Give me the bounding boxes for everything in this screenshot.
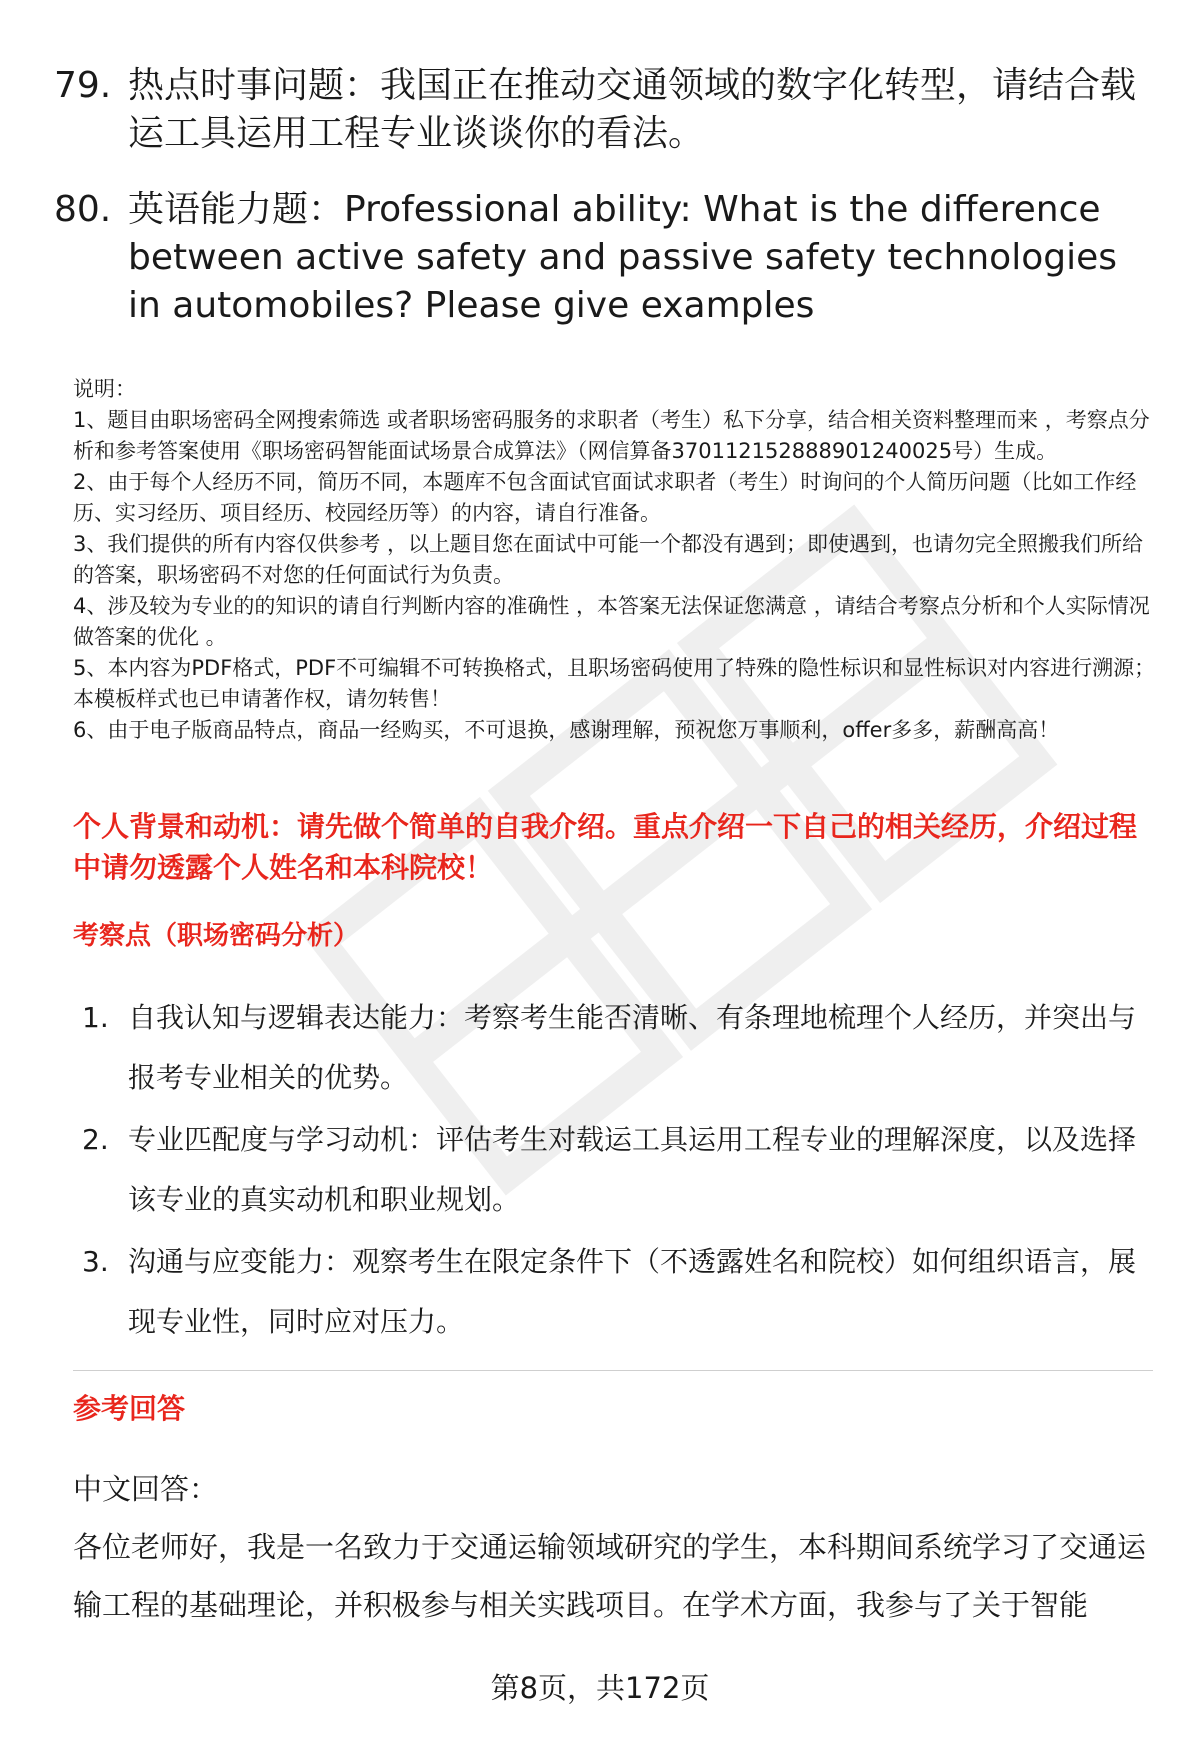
question-number: 80. — [54, 189, 112, 230]
point-number: 2. — [82, 1123, 109, 1156]
question-list — [54, 62, 1144, 358]
question-text: 英语能力题：Professional ability: What is the difference between active safety and passive safety technologies in automobiles? Please give examples — [128, 189, 1117, 326]
notes-title: 说明： — [73, 377, 136, 401]
point-text: 沟通与应变能力：观察考生在限定条件下（不透露姓名和院校）如何组织语言，展现专业性，同时应对压力。 — [128, 1245, 1137, 1338]
question-item — [54, 186, 1144, 330]
analysis-point — [82, 1110, 1152, 1230]
answer-text: 各位老师好，我是一名致力于交通运输领域研究的学生，本科期间系统学习了交通运输工程的基础理论，并积极参与相关实践项目。在学术方面，我参与了关于智能 — [73, 1530, 1147, 1622]
answer-section — [73, 1460, 1153, 1634]
background-question: 个人背景和动机：请先做个简单的自我介绍。重点介绍一下自己的相关经历，介绍过程中请勿透露个人姓名和本科院校！ — [73, 810, 1138, 884]
analysis-heading: 考察点（职场密码分析） — [73, 921, 360, 951]
note-item: 5、本内容为PDF格式，PDF不可编辑不可转换格式，且职场密码使用了特殊的隐性标识和显性标识对内容进行溯源；本模板样式也已申请著作权，请勿转售！ — [73, 656, 1156, 711]
section-divider — [73, 1370, 1153, 1371]
point-text: 自我认知与逻辑表达能力：考察考生能否清晰、有条理地梳理个人经历，并突出与报考专业相关的优势。 — [128, 1001, 1137, 1094]
note-item: 2、由于每个人经历不同，简历不同，本题库不包含面试官面试求职者（考生）时询问的个人简历问题（比如工作经历、实习经历、项目经历、校园经历等）的内容，请自行准备。 — [73, 470, 1137, 525]
point-number: 1. — [82, 1001, 109, 1034]
notes-section — [73, 374, 1163, 746]
note-item: 6、由于电子版商品特点，商品一经购买，不可退换，感谢理解，预祝您万事顺利，offer多多，薪酬高高！ — [73, 718, 1060, 742]
question-text: 热点时事问题：我国正在推动交通领域的数字化转型，请结合载运工具运用工程专业谈谈你的看法。 — [128, 65, 1137, 154]
note-item: 4、涉及较为专业的的知识的请自行判断内容的准确性 ，本答案无法保证您满意 ，请结合考察点分析和个人实际情况做答案的优化 。 — [73, 594, 1150, 649]
question-number: 79. — [54, 65, 112, 106]
note-item: 3、我们提供的所有内容仅供参考 ，以上题目您在面试中可能一个都没有遇到；即使遇到，也请勿完全照搬我们所给的答案，职场密码不对您的任何面试行为负责。 — [73, 532, 1144, 587]
analysis-point — [82, 1232, 1152, 1352]
answer-label: 中文回答： — [73, 1472, 219, 1506]
analysis-point — [82, 988, 1152, 1108]
answer-heading: 参考回答 — [73, 1392, 186, 1425]
question-item — [54, 62, 1144, 158]
analysis-points — [82, 988, 1152, 1354]
point-text: 专业匹配度与学习动机：评估考生对载运工具运用工程专业的理解深度，以及选择该专业的真实动机和职业规划。 — [128, 1123, 1137, 1216]
note-item: 1、题目由职场密码全网搜索筛选 或者职场密码服务的求职者（考生）私下分享，结合相关资料整理而来 ，考察点分析和参考答案使用《职场密码智能面试场景合成算法》（网信算备370112152888901240025号）生成。 — [73, 408, 1150, 463]
page-footer: 第8页，共172页 — [490, 1671, 710, 1705]
point-number: 3. — [82, 1245, 109, 1278]
